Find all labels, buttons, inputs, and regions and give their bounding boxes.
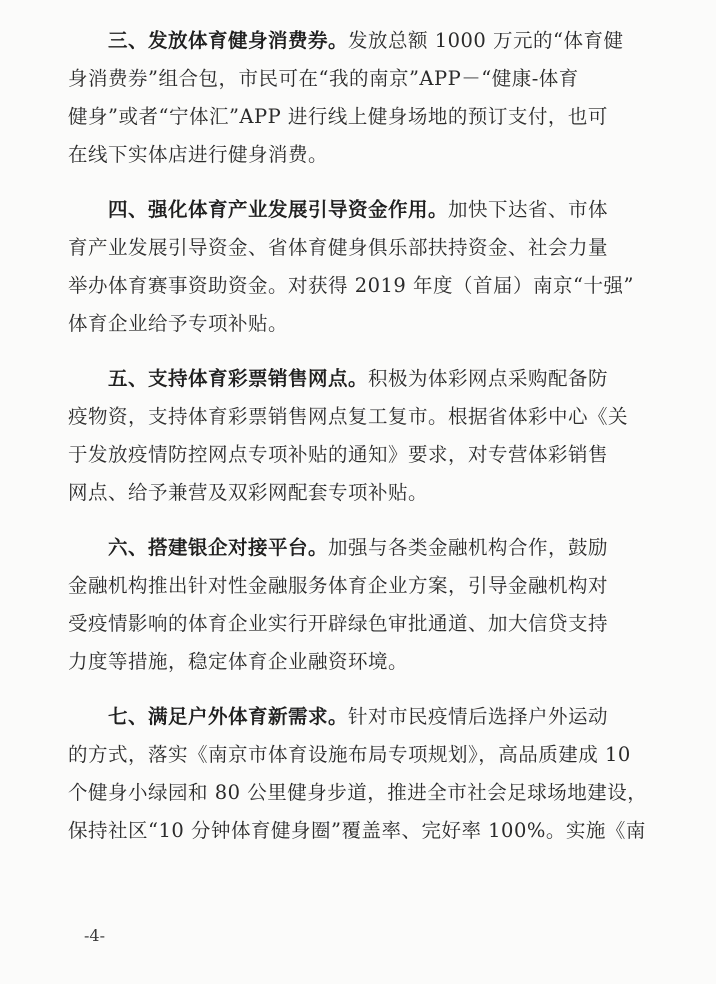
paragraph-first-line — [68, 698, 668, 736]
paragraph-text: 针对市民疫情后选择户外运动 — [348, 705, 609, 728]
paragraph-first-line — [68, 22, 668, 60]
page-number: -4- — [84, 926, 105, 945]
paragraph-4 — [68, 191, 668, 343]
paragraph-line: 受疫情影响的体育企业实行开辟绿色审批通道、加大信贷支持 — [68, 612, 609, 635]
paragraph-line: 网点、给予兼营及双彩网配套专项补贴。 — [68, 481, 429, 504]
paragraph-first-line — [68, 360, 668, 398]
paragraph-text: 加强与各类金融机构合作，鼓励 — [328, 536, 609, 559]
paragraph-first-line — [68, 529, 668, 567]
paragraph-line: 个健身小绿园和 80 公里健身步道，推进全市社会足球场地建设， — [68, 781, 648, 804]
paragraph-line: 体育企业给予专项补贴。 — [68, 312, 289, 335]
paragraph-first-line — [68, 191, 668, 229]
paragraph-heading: 六、搭建银企对接平台。 — [108, 536, 329, 559]
paragraph-heading: 三、发放体育健身消费券。 — [108, 29, 349, 52]
paragraph-line: 健身”或者“宁体汇”APP 进行线上健身场地的预订支付，也可 — [68, 105, 608, 128]
paragraph-line: 身消费券”组合包，市民可在“我的南京”APP－“健康-体育 — [68, 67, 579, 90]
paragraph-text: 加快下达省、市体 — [448, 198, 609, 221]
paragraph-line: 力度等措施，稳定体育企业融资环境。 — [68, 650, 409, 673]
paragraph-line: 育产业发展引导资金、省体育健身俱乐部扶持资金、社会力量 — [68, 236, 609, 259]
paragraph-line: 在线下实体店进行健身消费。 — [68, 143, 329, 166]
paragraph-3 — [68, 22, 668, 174]
paragraph-line: 的方式，落实《南京市体育设施布局专项规划》，高品质建成 10 — [68, 743, 631, 766]
paragraph-heading: 四、强化体育产业发展引导资金作用。 — [108, 198, 449, 221]
paragraph-6 — [68, 529, 668, 681]
paragraph-heading: 七、满足户外体育新需求。 — [108, 705, 349, 728]
paragraph-text: 积极为体彩网点采购配备防 — [368, 367, 609, 390]
paragraph-line: 保持社区“10 分钟体育健身圈”覆盖率、完好率 100%。实施《南 — [68, 819, 646, 842]
paragraph-line: 举办体育赛事资助资金。对获得 2019 年度（首届）南京“十强” — [68, 274, 634, 297]
document-body — [68, 22, 668, 867]
paragraph-line: 疫物资，支持体育彩票销售网点复工复市。根据省体彩中心《关 — [68, 405, 629, 428]
paragraph-line: 于发放疫情防控网点专项补贴的通知》要求，对专营体彩销售 — [68, 443, 609, 466]
paragraph-line: 金融机构推出针对性金融服务体育企业方案，引导金融机构对 — [68, 574, 609, 597]
paragraph-5 — [68, 360, 668, 512]
paragraph-heading: 五、支持体育彩票销售网点。 — [108, 367, 369, 390]
paragraph-7 — [68, 698, 668, 850]
paragraph-text: 发放总额 1000 万元的“体育健 — [348, 29, 624, 52]
